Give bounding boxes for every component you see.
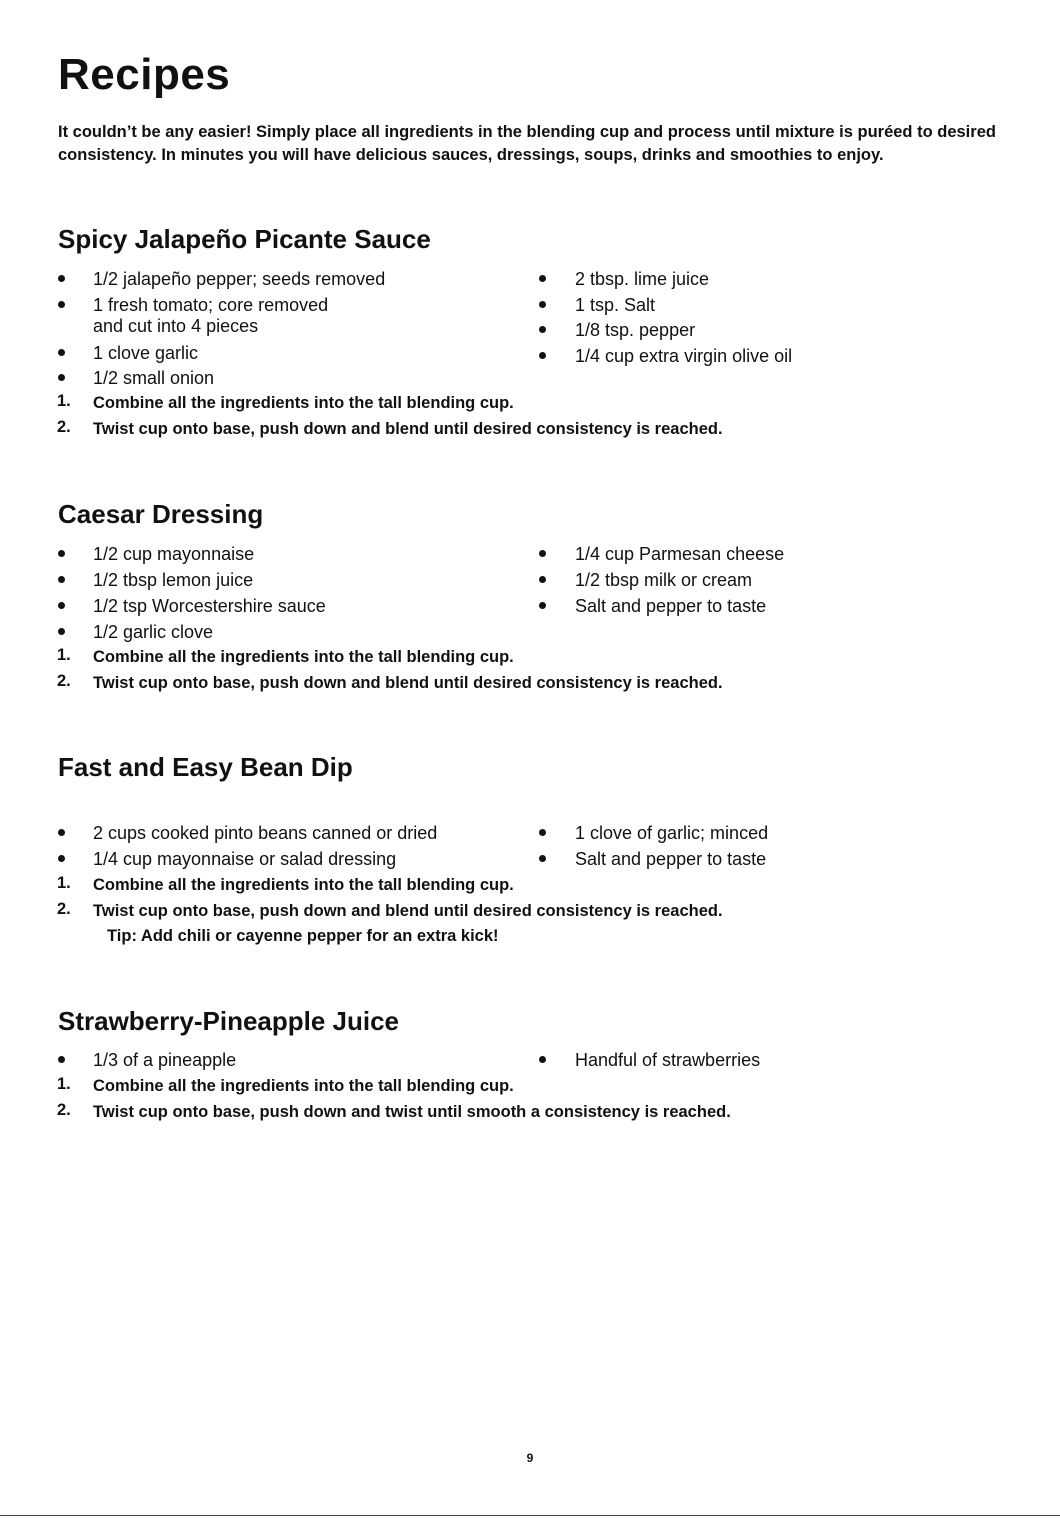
bullet-icon	[539, 602, 546, 609]
step-number: 2.	[57, 672, 71, 690]
page-number: 9	[526, 1451, 534, 1465]
step-number: 1.	[57, 392, 71, 410]
ingredient-item: 1/4 cup Parmesan cheese	[575, 544, 785, 564]
ingredient-item: 1/2 tbsp milk or cream	[575, 570, 753, 590]
ingredient-item: 2 tbsp. lime juice	[575, 269, 710, 289]
step-text: Combine all the ingredients into the tall blending cup.	[93, 648, 514, 666]
ingredient-item: 1/4 cup mayonnaise or salad dressing	[93, 849, 397, 869]
bullet-icon	[58, 855, 65, 862]
ingredient-item: 1 clove garlic	[93, 343, 199, 363]
ingredient-item: Salt and pepper to taste	[575, 849, 767, 869]
ingredient-item: and cut into 4 pieces	[93, 316, 259, 336]
ingredient-item: 1/4 cup extra virgin olive oil	[575, 346, 793, 366]
step-number: 1.	[57, 1075, 71, 1093]
ingredient-item: 2 cups cooked pinto beans canned or dried	[93, 823, 438, 843]
bullet-icon	[539, 1056, 546, 1063]
bullet-icon	[539, 829, 546, 836]
ingredient-item: 1 clove of garlic; minced	[575, 823, 769, 843]
ingredient-item: 1/8 tsp. pepper	[575, 320, 696, 340]
bullet-icon	[58, 550, 65, 557]
ingredient-item: 1/2 jalapeño pepper; seeds removed	[93, 269, 386, 289]
recipe-title: Strawberry-Pineapple Juice	[58, 1006, 400, 1036]
bullet-icon	[58, 275, 65, 282]
step-text: Twist cup onto base, push down and blend until desired consistency is reached.	[93, 420, 723, 438]
page-bottom-rule	[0, 1515, 1060, 1516]
step-text: Combine all the ingredients into the tall blending cup.	[93, 394, 514, 412]
ingredient-item: 1 tsp. Salt	[575, 295, 656, 315]
bullet-icon	[539, 576, 546, 583]
step-number: 2.	[57, 1101, 71, 1119]
bullet-icon	[539, 326, 546, 333]
ingredient-item: Handful of strawberries	[575, 1050, 761, 1070]
step-number: 1.	[57, 874, 71, 892]
step-text: Combine all the ingredients into the tall blending cup.	[93, 1077, 514, 1095]
bullet-icon	[539, 301, 546, 308]
ingredient-item: 1/2 tsp Worcestershire sauce	[93, 596, 326, 616]
bullet-icon	[539, 855, 546, 862]
bullet-icon	[539, 275, 546, 282]
ingredient-item: Salt and pepper to taste	[575, 596, 767, 616]
recipe-title: Fast and Easy Bean Dip	[58, 752, 353, 782]
bullet-icon	[539, 550, 546, 557]
page-title: Recipes	[58, 50, 231, 99]
step-text: Combine all the ingredients into the tall blending cup.	[93, 876, 514, 894]
bullet-icon	[58, 576, 65, 583]
step-text: Twist cup onto base, push down and blend until desired consistency is reached.	[93, 674, 723, 692]
bullet-icon	[58, 829, 65, 836]
step-number: 2.	[57, 418, 71, 436]
ingredient-item: 1 fresh tomato; core removed	[93, 295, 329, 315]
step-number: 2.	[57, 900, 71, 918]
ingredient-item: 1/2 tbsp lemon juice	[93, 570, 254, 590]
recipe-title: Caesar Dressing	[58, 499, 264, 529]
intro-paragraph: It couldn’t be any easier! Simply place all ingredients in the blending cup and process until mixture is puréed to desired consistency. In minutes you will have delicious sauces, dressings, soups, drinks and smoothies to enjoy.	[58, 123, 996, 164]
bullet-icon	[539, 352, 546, 359]
ingredient-item: 1/2 small onion	[93, 368, 215, 388]
step-text: Twist cup onto base, push down and twist until smooth a consistency is reached.	[93, 1103, 731, 1121]
bullet-icon	[58, 628, 65, 635]
bullet-icon	[58, 602, 65, 609]
step-number: 1.	[57, 646, 71, 664]
bullet-icon	[58, 301, 65, 308]
bullet-icon	[58, 1056, 65, 1063]
bullet-icon	[58, 374, 65, 381]
ingredient-item: 1/2 cup mayonnaise	[93, 544, 255, 564]
bullet-icon	[58, 349, 65, 356]
ingredient-item: 1/3 of a pineapple	[93, 1050, 237, 1070]
recipe-title: Spicy Jalapeño Picante Sauce	[58, 224, 431, 254]
ingredient-item: 1/2 garlic clove	[93, 622, 214, 642]
tip-text: Tip: Add chili or cayenne pepper for an extra kick!	[107, 927, 499, 945]
step-text: Twist cup onto base, push down and blend until desired consistency is reached.	[93, 902, 723, 920]
